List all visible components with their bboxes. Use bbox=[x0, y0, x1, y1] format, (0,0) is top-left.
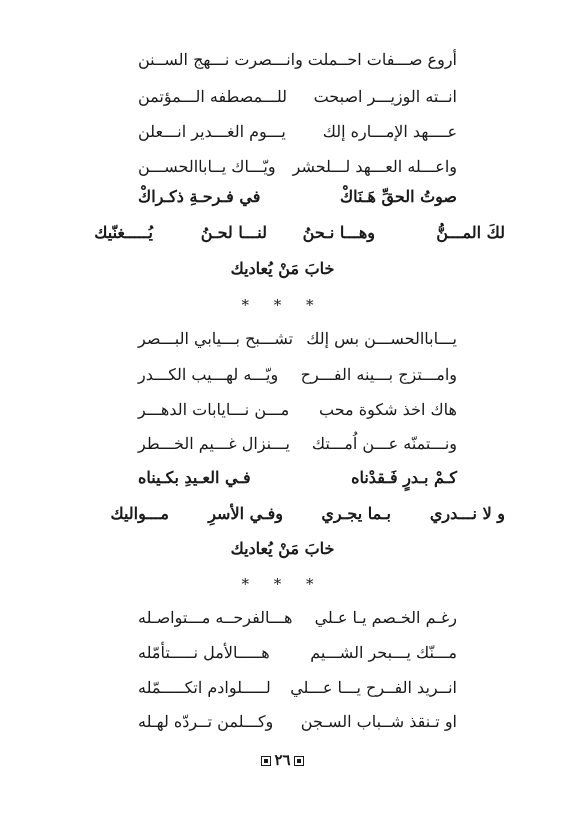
verse-left: وكـــلمن تــردّه لهـله bbox=[138, 712, 274, 731]
verse-left: ويّـــه لهـــيب الكـــدر bbox=[138, 365, 279, 384]
verse-left: يـــنزال غـــيم الخـــطر bbox=[138, 434, 290, 453]
verse-right: مـــنّك يـــبحر الشـــيم bbox=[310, 643, 457, 662]
verse-right: أروع صـــفات احــملت bbox=[307, 50, 457, 69]
section-separator: * * * bbox=[241, 575, 324, 593]
verse-left: يـــوم الغـــدير انـــعلن bbox=[138, 122, 286, 141]
verse-right: يـــاباالحســـن بس إلك bbox=[306, 329, 457, 348]
refrain-cell: وهـــا نـحنُ bbox=[302, 223, 375, 242]
verse-left: هـــالفرحــه مـــتواصـله bbox=[138, 608, 293, 627]
verse-right: وامـــتزج بـــينه الفـــرح bbox=[300, 365, 457, 384]
verse-right: او تـنقذ شــباب السـجن bbox=[300, 712, 457, 731]
refrain-cell: يُـــــغنّيك bbox=[94, 223, 153, 242]
square-ornament-icon bbox=[261, 756, 271, 766]
refrain-cell: وفـي الأسرِ bbox=[208, 504, 283, 523]
verse-left: هـــــالأمل نـــــتأمّله bbox=[138, 643, 270, 662]
verse-left: للـــمصطفه الـــمؤتمن bbox=[138, 87, 288, 106]
verse-right: ونـــتمنّه عـــن اُمـــتك bbox=[311, 434, 457, 453]
verse-left: تشـــبح بـــيابي البـــصر bbox=[138, 329, 294, 348]
verse-right: هاك اخذ شكوة محب bbox=[319, 400, 457, 419]
verse-right: رغـم الخـصم يـا عـلي bbox=[314, 608, 457, 627]
verse-left: مـــن نـــايابات الدهـــر bbox=[138, 400, 290, 419]
refrain-cell: و لا نـــدري bbox=[429, 504, 505, 523]
refrain-right: كـمْ بـدرٍ فَـقدْناه bbox=[351, 468, 457, 487]
verse-left: وانـــصرت نـــهج الســنن bbox=[138, 50, 303, 69]
refrain-closing: خابَ مَنْ يُعاديك bbox=[230, 539, 335, 558]
page-number-container bbox=[0, 749, 565, 771]
refrain-left: فـي العـيدِ بكـيناه bbox=[138, 468, 251, 487]
refrain-left: في فـرحـةِ ذكـراكْ bbox=[138, 187, 261, 206]
refrain-cell: لنـــا لحـنُ bbox=[200, 223, 267, 242]
verse-left: لـــــلوادم اتكـــــمّله bbox=[138, 678, 271, 697]
verse-right: انــته الوزيـــر اصبحت bbox=[313, 87, 457, 106]
square-ornament-icon bbox=[294, 756, 304, 766]
refrain-cell: مـــواليك bbox=[110, 504, 169, 523]
verse-right: انــريد الفــرح يـــا عـــلي bbox=[290, 678, 457, 697]
refrain-cell: لكَ المـــنُّ bbox=[436, 223, 505, 242]
refrain-cell: بـما يجـري bbox=[321, 504, 391, 523]
verse-right: عــــهد الإمـــاره إلك bbox=[322, 122, 457, 141]
verse-right: واعـــله العـــهد لـــلحشر bbox=[292, 157, 457, 176]
refrain-closing: خابَ مَنْ يُعاديك bbox=[230, 259, 335, 278]
refrain-right: صوتُ الحقِّ هَـنَاكْ bbox=[339, 187, 457, 206]
verse-left: ويّـــاك يــاباالحســـن bbox=[138, 157, 276, 176]
section-separator: * * * bbox=[241, 296, 324, 314]
page-number: ٢٦ bbox=[274, 751, 291, 769]
